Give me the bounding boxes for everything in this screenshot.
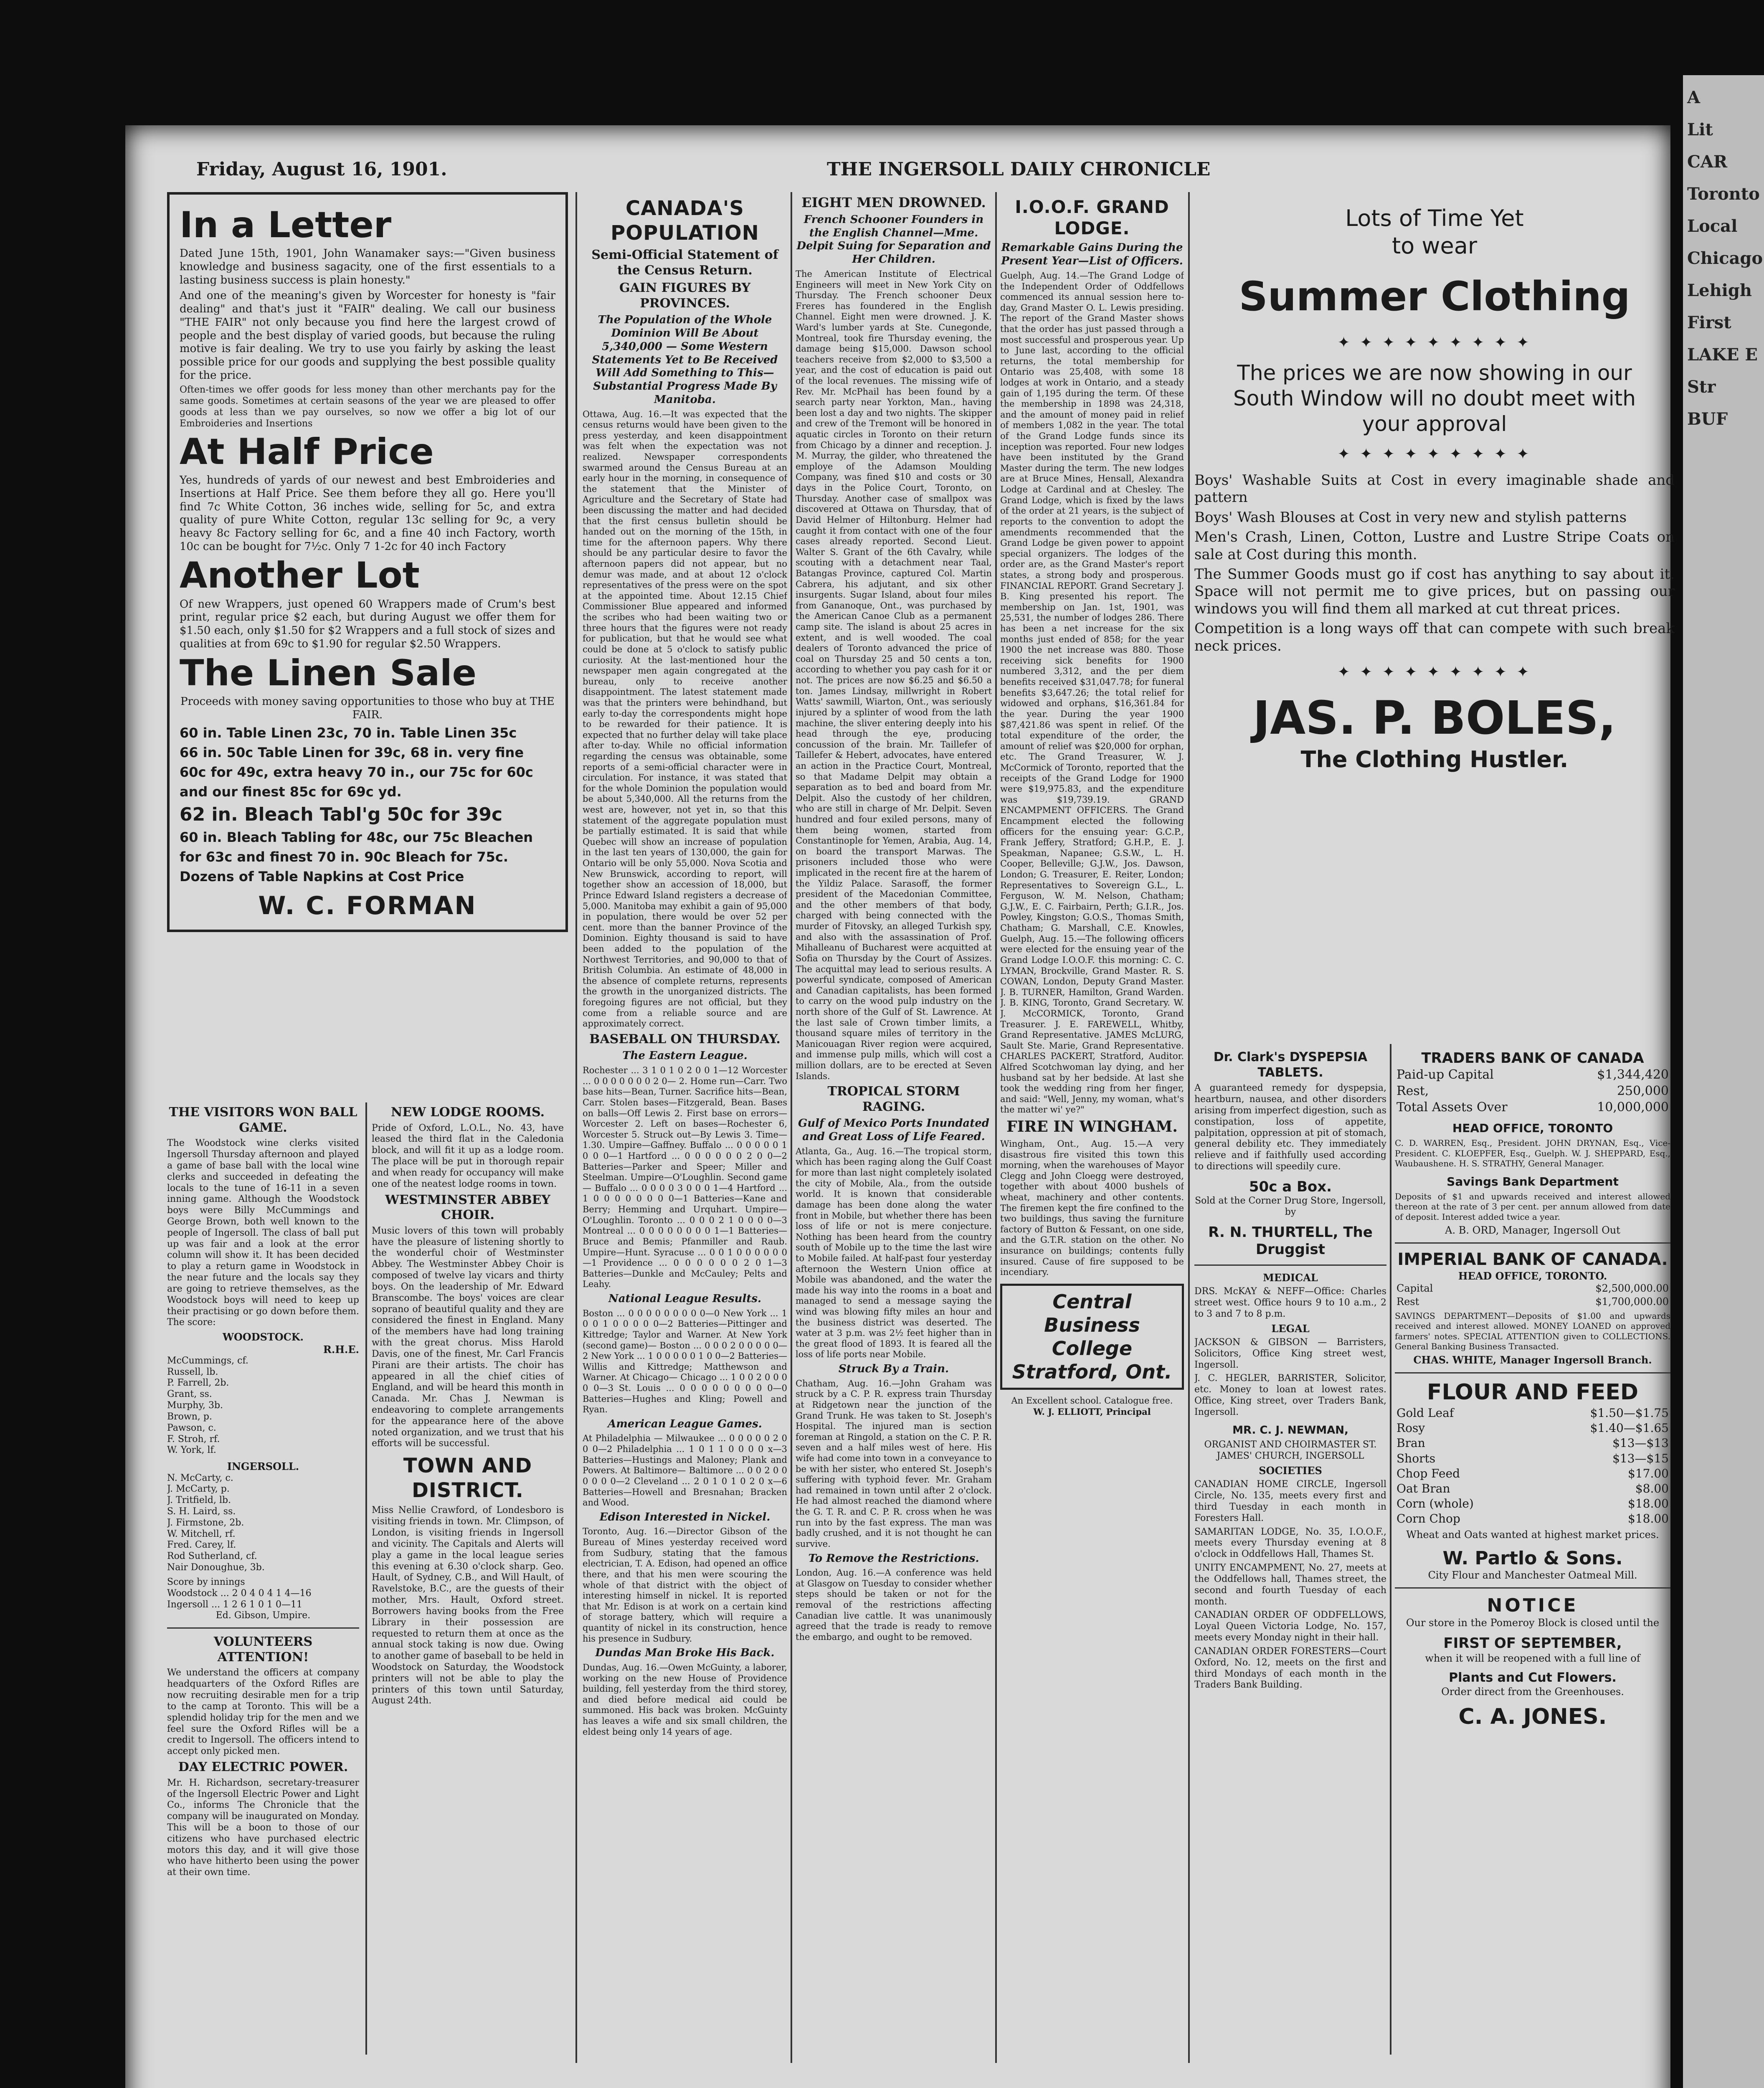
divider (1395, 1242, 1670, 1244)
forman-ad-box (167, 192, 568, 932)
linen-line: 60 in. Table Linen 23c, 70 in. Table Linen 35c (180, 725, 517, 741)
ad-paragraph: Proceeds with money saving opportunities to those who buy at THE FAIR. (180, 695, 555, 721)
capital-value: $1,700,000.00 (1595, 1295, 1669, 1308)
national-text: Boston ... 0 0 0 0 0 0 0 0 0—0 New York ... 1 0 0 1 0 0 0 0 0—2 Batteries—Pittinger and Kittredge; Taylor and Warner. At New York (second game)— Boston ... 0 0 0 2 0 0 0 0 0—2 New York ... 1 0 0 0 0 0 1 0 0—2 Batteries—Willis and Kittredge; Matthewson and Warner. At Chicago— Chicago ... 1 0 0 2 0 0 0 0 0—3 St. Louis ... 0 0 0 0 0 0 0 0 0—0 Batteries—Hughes and Kling; Powell and Ryan. (583, 1308, 787, 1415)
dundas-heading: Dundas Man Broke His Back. (595, 1647, 775, 1660)
price-value: $13—$15 (1612, 1451, 1669, 1465)
dyspepsia-text: A guaranteed remedy for dyspepsia, heartburn, nausea, and other disorders arising from imperfect digestion, such as constipation, loss of appetite, palpitation, oppression at pit of stomach, general debility etc. They immediately relieve and if faithfully used according to directions will speedily cure. (1194, 1083, 1386, 1172)
column-4 (796, 192, 992, 2059)
score-row: Rod Sutherland, cf. (167, 1551, 257, 1562)
column-rule (995, 192, 997, 2063)
price-row (1395, 1436, 1670, 1451)
price-row (1395, 1496, 1670, 1511)
edge-text: First (1687, 313, 1731, 332)
capital-row (1395, 1083, 1670, 1100)
restrictions-heading: To Remove the Restrictions. (808, 1552, 979, 1565)
traders-manager: A. B. ORD, Manager, Ingersoll Out (1445, 1224, 1620, 1236)
price-value: $8.00 (1635, 1481, 1669, 1495)
ad-paragraph: And one of the meaning's given by Worcester for honesty is "fair dealing" and that's just it "FAIR" dealing. We call our business "THE FAIR" not only because you find here the largest crowd of people and the best display of varied goods, but because the ruling motive is fair dealing. We try to use you fairly by asking the least possible price for our goods and supplying the best possible quality for the price. (180, 289, 555, 382)
capital-label: Paid-up Capital (1396, 1067, 1494, 1082)
traders-bank-heading: TRADERS BANK OF CANADA (1421, 1050, 1644, 1067)
ad-paragraph: Often-times we offer goods for less money than other merchants pay for the same goods. Sometimes at certain seasons of the year we are pleased to offer goods at less than we pay ourselves, so now we offer a big lot of our Embroideries and Insertions (180, 385, 555, 429)
divider (1395, 1372, 1670, 1373)
score-row: Pawson, c. (167, 1422, 216, 1433)
power-heading: DAY ELECTRIC POWER. (178, 1760, 348, 1775)
lodge-news-deck: Remarkable Gains During the Present Year—List of Officers. (1001, 241, 1183, 268)
price-row (1395, 1406, 1670, 1421)
price-label: Gold Leaf (1396, 1406, 1454, 1420)
society-card: CANADIAN ORDER OF ODDFELLOWS, Loyal Queen Victoria Lodge, No. 157, meets every Monday night in their hall. (1194, 1610, 1386, 1643)
notice-heading: NOTICE (1487, 1595, 1579, 1617)
score-row: Brown, p. (167, 1411, 212, 1422)
price-label: Rosy (1396, 1421, 1425, 1435)
ad-heading: In a Letter (180, 204, 392, 246)
edge-text: Local (1687, 216, 1738, 236)
town-text: Miss Nellie Crawford, of Londesboro is visiting friends in town. Mr. Climpson, of London, is visiting friends in Ingersoll and vicinity. The Capitals and Alerts will play a game in the local league series this evening at 6.30 o'clock sharp. Geo. Hault, of Sydney, C.B., and Will Hault, of Ravelstoke, B.C., are the guests of their mother, Mrs. Hault, Oxford street. Borrowers having books from the Free Library in their possession are requested to return them at once as the annual stock taking is now due. Owing to another game of baseball to be held in Woodstock on Saturday, the Woodstock printers will not be able to play the printers of this town until Saturday, August 24th. (372, 1505, 564, 1706)
fire-text: Wingham, Ont., Aug. 15.—A very disastrous fire visited this town this morning, when the warehouses of Mayor Clegg and John Cloegg were destroyed, together with about 4000 bushels of wheat, machinery and other contents. The firemen kept the fire confined to the two buildings, thus saving the furniture factory of Button & Fessant, on one side, and the G.T.R. station on the other. No insurance on buildings; contents fully insured. Cause of fire supposed to be incendiary. (1000, 1138, 1184, 1277)
issue-date: Friday, August 16, 1901. (196, 159, 447, 180)
forman-signature: W. C. FORMAN (258, 891, 477, 921)
edge-text: Str (1687, 377, 1716, 397)
boles-ad-line: to wear (1391, 232, 1478, 259)
score-row: Fred. Carey, lf. (167, 1540, 236, 1551)
linen-line: Dozens of Table Napkins at Cost Price (180, 869, 464, 885)
storm-deck: Gulf of Mexico Ports Inundated and Great Loss of Life Feared. (798, 1117, 989, 1143)
price-row (1395, 1481, 1670, 1496)
ornament-divider: ✦ ✦ ✦ ✦ ✦ ✦ ✦ ✦ ✦ (1337, 334, 1532, 351)
price-value: $1.50—$1.75 (1590, 1406, 1669, 1420)
baseball-heading: BASEBALL ON THURSDAY. (589, 1031, 781, 1047)
price-label: Oat Bran (1396, 1481, 1450, 1495)
society-card: CANADIAN ORDER FORESTERS—Court Oxford, No. 12, meets on the first and third Mondays of each month in the Traders Bank Building. (1194, 1646, 1386, 1690)
capital-label: Rest (1396, 1295, 1419, 1308)
capital-value: 250,000 (1617, 1084, 1669, 1099)
rhe-label: R.H.E. (323, 1343, 359, 1356)
capital-label: Total Assets Over (1396, 1100, 1508, 1115)
train-heading: Struck By a Train. (838, 1363, 949, 1376)
imperial-manager: CHAS. WHITE, Manager Ingersoll Branch. (1413, 1354, 1652, 1366)
society-card: UNITY ENCAMPMENT, No. 27, meets at the Oddfellows hall, Thames street, the second and fourth Tuesday of each month. (1194, 1563, 1386, 1607)
newman-heading: MR. C. J. NEWMAN, (1232, 1424, 1348, 1437)
score-row: N. McCarty, c. (167, 1472, 233, 1483)
partlo-name: W. Partlo & Sons. (1442, 1547, 1623, 1569)
lodge-heading: NEW LODGE ROOMS. (390, 1105, 545, 1120)
flour-note: Wheat and Oats wanted at highest market prices. (1406, 1529, 1659, 1541)
ad-paragraph: Dated June 15th, 1901, John Wanamaker says:—"Given business knowledge and business sagacity, one of the first essentials to a lasting business success is plain honesty." (180, 247, 555, 286)
innings-row: Woodstock ... 2 0 4 0 4 1 4—16 (167, 1588, 312, 1599)
drowned-heading: EIGHT MEN DROWNED. (801, 195, 986, 210)
dyspepsia-heading: Dr. Clark's DYSPEPSIA TABLETS. (1213, 1050, 1368, 1080)
college-principal: W. J. ELLIOTT, Principal (1033, 1406, 1151, 1417)
fire-heading: FIRE IN WINGHAM. (1006, 1118, 1178, 1136)
thurtell-druggist: R. N. THURTELL, The Druggist (1208, 1224, 1373, 1258)
capital-row (1395, 1295, 1670, 1308)
capital-label: Capital (1396, 1282, 1433, 1295)
boles-ad-pitch: The prices we are now showing in our South Window will no doubt meet with your approval (1233, 360, 1636, 436)
boles-ad-item: Boys' Washable Suits at Cost in every imaginable shade and pattern (1194, 471, 1675, 506)
divider (1194, 1264, 1386, 1266)
savings-heading: Savings Bank Department (1447, 1174, 1619, 1188)
ad-paragraph: Yes, hundreds of yards of our newest and best Embroideries and Insertions at Half Price. See them before they all go. Here you'll find 7c White Cotton, 36 inches wide, selling for 5c, and extra quality of pure White Cotton, regular 13c selling for 9c, a very heavy 8c Factory selling for 6c, and a fine 40 inch Factory, worth 10c can be bought for 7½c. Only 7 1-2c for 40 inch Factory (180, 474, 555, 553)
price-value: $17.00 (1628, 1466, 1669, 1480)
score-row: J. Firmstone, 2b. (167, 1517, 244, 1528)
innings-title: Score by innings (167, 1576, 245, 1587)
divider (1395, 1587, 1670, 1589)
jackson-card: JACKSON & GIBSON — Barristers, Solicitors, Office King street west, Ingersoll. (1194, 1337, 1386, 1370)
edge-text: Lehigh (1687, 281, 1752, 300)
hegler-card: J. C. HEGLER, BARRISTER, Solicitor, etc. Money to loan at lowest rates. Office, King street, over Traders Bank, Ingersoll. (1194, 1373, 1386, 1417)
imperial-bank-heading: IMPERIAL BANK OF CANADA. (1397, 1250, 1668, 1270)
score-row: McCummings, cf. (167, 1355, 248, 1366)
score-row: J. McCarty, p. (167, 1484, 230, 1495)
linen-line: for 63c and finest 70 in. 90c Bleach for 75c. (180, 849, 508, 865)
divider (167, 1627, 359, 1629)
train-text: Chatham, Aug. 16.—John Graham was struck by a C. P. R. express train Thursday at Ridgetown near the junction of the Grand Trunk. He was taken to St. Joseph's Hospital. The injured man is section foreman at Ringold, a station on the C. P. R. seven and a half miles west of here. His wife had come into town in a conveyance to be with her sister, who entered St. Joseph's suffering with typhoid fever. Mr. Graham had remained in town until after 2 o'clock. He had almost reached the diamond where the G. T. R. and C. P. R. cross when he was run into by the fast express. The man was badly crushed, and it is not thought he can survive. (796, 1378, 992, 1549)
price-row (1395, 1451, 1670, 1466)
ingersoll-label: INGERSOLL. (227, 1460, 299, 1473)
storm-text: Atlanta, Ga., Aug. 16.—The tropical storm, which has been raging along the Gulf Coast for more than last night completely isolated the city of Mobile, Ala., from the outside world. It is known that considerable damage has been done along the water front in Mobile, but whether there has been loss of life or not is mere conjecture. Nothing has been heard from the country south of Mobile up to the time the last wire to Mobile failed. At half-past four yesterday afternoon the Western Union office at Mobile was abandoned, and the water the made his way into the rooms in a boat and managed to send a message saying the wind was blowing fifty miles an hour and the business district was deserted. The water at 3 p.m. was 2½ feet higher than in the great flood of 1893. It is feared all the loss of life ports near Mobile. (796, 1146, 992, 1360)
linen-line: and our finest 85c for 69c yd. (180, 784, 402, 800)
capital-row (1395, 1100, 1670, 1116)
boles-ad (1194, 192, 1675, 1044)
edge-text: Chicago (1687, 248, 1763, 268)
legal-label: LEGAL (1271, 1322, 1310, 1335)
population-deck: The Population of the Whole Dominion Will Be About 5,340,000 — Some Western Statements Yet to Be Received Will Add Something to This—Substantial Progress Made By Manitoba. (592, 314, 778, 406)
forman-ad (167, 192, 568, 1094)
notice-text: when it will be reopened with a full line of (1425, 1652, 1640, 1664)
score-row: Nair Donoughue, 3b. (167, 1562, 265, 1573)
ball-game-text: The Woodstock wine clerks visited Ingersoll Thursday afternoon and played a game of base ball with the local wine clerks and succeeded in defeating the locals to the tune of 16-11 in a seven inning game. Although the Woodstock boys were Billy McCummings and George Brown, both well known to the people of Ingersoll. The class of ball put up was fair and a look at the error column will show it. It has been decided to play a return game in Woodstock in the near future and the locals say they are going to retrieve themselves, as the Woodstock boys will need to keep up their practising or go down before them. The score: (167, 1138, 359, 1328)
flour-price-table (1395, 1406, 1670, 1526)
column-1-lower (167, 1102, 359, 2055)
lodge-news-heading: I.O.O.F. GRAND LODGE. (1015, 197, 1169, 239)
notice-text: Our store in the Pomeroy Block is closed until the (1406, 1617, 1660, 1629)
column-rule (791, 192, 792, 2063)
column-rule (575, 192, 577, 2063)
flour-feed-heading: FLOUR AND FEED (1427, 1379, 1639, 1405)
ad-heading: Another Lot (180, 555, 420, 597)
column-5 (1000, 192, 1184, 2059)
score-row: W. York, lf. (167, 1445, 216, 1456)
american-league-heading: American League Games. (608, 1417, 762, 1430)
traders-office: HEAD OFFICE, TORONTO (1452, 1121, 1613, 1135)
medical-label: MEDICAL (1263, 1271, 1318, 1284)
score-row: S. H. Laird, ss. (167, 1506, 236, 1517)
volunteers-text: We understand the officers at company headquarters of the Oxford Rifles are now recruiting desirable men for a trip to the camp at Toronto. This will be a splendid holiday trip for the men and we feel sure the Oxford Rifles will be a credit to Ingersoll. The officers intend to accept only picked men. (167, 1667, 359, 1757)
news-text: The American Institute of Electrical Engineers will meet in New York City on Thursday. The French schooner Deux Freres has foundered in the English Channel. Eight men were drowned. J. K. Ward's lumber yards at Ste. Cunegonde, Montreal, took fire Thursday evening, the damage being $15,000. Dawson school teachers receive from $2,000 to $3,500 a year, and the cost of education is paid out of the local revenues. The missing wife of Rev. Mr. McPhail has been found by a search party near Yorkton, Man., having been lost a day and two nights. The skipper and crew of the Tremont will be honored in aquatic circles in Toronto on their return from Chicago by a dinner and reception. J. M. Murray, the gilder, who threatened the employe of the Adamson Moulding Company, was fined $10 and costs or 30 days in the Police Court, Toronto, on Thursday. Another case of smallpox was discovered at Ottawa on Thursday, that of David Helmer of Hiltonburg. Helmer had caught it from contact with one of the four cases already reported. Second Lieut. Walter S. Grant of the 6th Cavalry, while scouting with a detachment near Taal, Batangas Province, captured Col. Martin Cabrera, his adjutant, and six other insurgents. Sugar Island, about four miles from Gananoque, Ont., was purchased by the American Canoe Club as a permanent camp site. The island is about 25 acres in extent, and is well wooded. The coal dealers of Toronto advanced the price of coal on Thursday 25 and 50 cents a ton, according to whether you pay cash for it or not. The prices are now $6.25 and $6.50 a ton. James Lindsay, millwright in Robert Watts' sawmill, Wiarton, Ont., was seriously injured by a splinter of wood from the lath machine, the sliver entering deeply into his head through the eye, producing concussion of the brain. Mr. Taillefer of Taillefer & Hebert, advocates, have entered an action in the Practice Court, Montreal, so that Madame Delpit may obtain a separation as to bed and board from Mr. Delpit. Also the custody of her children, who are still in charge of Mr. Delpit. Seven hundred and four exiled persons, many of them being women, started from Constantinople for Yemen, Arabia, Aug. 14, on board the transport Marwas. The prisoners included those who were implicated in the recent fire at the harem of the Yildiz Palace. Sarasoff, the former president of the Macedonian Committee, and the other members of that body, charged with being connected with the murder of Fitovsky, an alleged Turkish spy, and also with the assassination of Prof. Mihalleanu of Bucharest were acquitted at Sofia on Thursday by the Court of Assizes. The acquittal may lead to serious results. A powerful syndicate, composed of American and Canadian capitalists, has been formed to carry on the wood pulp industry on the north shore of the Gulf of St. Lawrence. At the last sale of Crown timber limits, a thousand square miles of territory in the Manicouagan River region were acquired, and immense pulp mills, which will cost a million dollars, are to be erected at Seven Islands. (796, 269, 992, 1081)
society-card: SAMARITAN LODGE, No. 35, I.O.O.F., meets every Thursday evening at 8 o'clock in Oddfellows Hall, Thames St. (1194, 1526, 1386, 1560)
price-row (1395, 1466, 1670, 1481)
boles-ad-title: Summer Clothing (1239, 273, 1630, 320)
power-text: Mr. H. Richardson, secretary-treasurer of the Ingersoll Electric Power and Light Co., informs The Chronicle that the company will be inaugurated on Monday. This will be a boon to those of our citizens who have purchased electric motors this day, and it will give those who have hitherto been using the power at their own time. (167, 1777, 359, 1878)
price-value: $18.00 (1628, 1512, 1669, 1526)
capital-value: 10,000,000 (1597, 1100, 1669, 1115)
ornament-divider: ✦ ✦ ✦ ✦ ✦ ✦ ✦ ✦ ✦ (1337, 445, 1532, 463)
capital-label: Rest, (1396, 1084, 1429, 1099)
boles-ad-line: Lots of Time Yet (1345, 205, 1524, 231)
edge-text: Lit (1687, 120, 1713, 139)
price-label: Chop Feed (1396, 1466, 1460, 1480)
innings-row: Ingersoll ... 1 2 6 1 0 1 0—11 (167, 1599, 302, 1610)
edison-heading: Edison Interested in Nickel. (599, 1510, 770, 1523)
woodstock-label: WOODSTOCK. (223, 1331, 304, 1343)
price-label: Shorts (1396, 1451, 1436, 1465)
capital-row (1395, 1067, 1670, 1083)
score-row: W. Mitchell, rf. (167, 1528, 236, 1539)
dyspepsia-price: 50c a Box. (1249, 1178, 1332, 1195)
column-3 (583, 192, 787, 2059)
ad-heading: The Linen Sale (180, 652, 476, 694)
edge-text: A (1687, 88, 1701, 107)
score-row: Murphy, 3b. (167, 1400, 223, 1411)
adjacent-page-edge (1683, 75, 1764, 2088)
umpire: Ed. Gibson, Umpire. (215, 1610, 311, 1621)
mckay-card: DRS. McKAY & NEFF—Office: Charles street west. Office hours 9 to 10 a.m., 2 to 3 and 7 to 8 p.m. (1194, 1286, 1386, 1319)
price-label: Bran (1396, 1436, 1425, 1450)
linen-line: 60c for 49c, extra heavy 70 in., our 75c for 60c (180, 764, 533, 780)
boles-ad-item: Boys' Wash Blouses at Cost in very new and stylish patterns (1194, 509, 1627, 526)
column-6-lower (1194, 1044, 1386, 2055)
population-sub: Semi-Official Statement of the Census Return. (591, 248, 778, 278)
newman-text: ORGANIST AND CHOIRMASTER ST. JAMES' CHURCH, INGERSOLL (1204, 1439, 1377, 1462)
lodge-text: Pride of Oxford, L.O.L., No. 43, have leased the third flat in the Caledonia block, and will fit it up as a lodge room. The place will be put in thorough repair and when ready for occupancy will make one of the neatest lodge rooms in town. (372, 1123, 564, 1189)
college-text: An Excellent school. Catalogue free. (1011, 1396, 1173, 1406)
score-row: F. Stroh, rf. (167, 1434, 220, 1444)
jones-signature: C. A. JONES. (1458, 1704, 1607, 1730)
lodge-news-text: Guelph, Aug. 14.—The Grand Lodge of the Independent Order of Oddfellows commenced its annual session here to-day, Grand Master O. L. Lewis presiding. The report of the Grand Master shows that the order has just passed through a most successful and prosperous year. Up to June last, according to the official returns, the total membership for Ontario was 25,408, with some 18 lodges at work in Ontario, and a steady gain of 1,195 during the term. Of these the membership in 1898 was 24,318, and the amount of money paid in relief of members 1,082 in the year. The total of the Grand Lodge funds since its inception was reported. Four new lodges have been instituted by the Grand Master during the term. The new lodges are at Bruce Mines, Hensall, Alexandra Lodge at Cardinal and at Chesley. The Grand Lodge, which is fixed by the laws of the order at 21 years, is the subject of reports to the convention to adopt the amendments recommended that the Grand Lodge be given power to appoint special organizers. The lodges of the order are, as the Grand Master's report states, a strong body and prosperous. FINANCIAL REPORT. Grand Secretary J. B. King presented his report. The membership on Jan. 1st, 1901, was 25,531, the number of lodges 286. There has been a net increase for the six months just ended of 858; for the year 1900 the net increase was 880. Those receiving sick benefits for 1900 numbered 3,312, and the per diem benefits received $31,047.78; for funeral benefits $3,647.26; the total relief for widowed and orphans, $16,361.84 for the year. During the year 1900 $87,421.86 was spent in relief. Of the total expenditure of the order, the amount of relief was $20,000 for orphan, etc. The Grand Treasurer, W. J. McCormick of Toronto, reported that the receipts of the Grand Lodge for 1900 were $19,975.83, and the expenditure was $19,739.19. GRAND ENCAMPMENT OFFICERS. The Grand Encampment elected the following officers for the ensuing year: G.C.P., Frank Jeffery, Stratford; G.H.P., E. J. Speakman, Napanee; G.S.W., L. H. Cooper, Belleville; G.J.W., Jos. Dawson, London; G. Treasurer, E. Reiter, London; Representatives to Sovereign G.L., L. Ferguson, W. M. Nelson, Chatham; G.J.W., E. C. Fairbairn, Perth; G.I.R., Jos. Powley, Kingston; G.O.S., Thomas Smith, Chatham; G. Marshall, C.E. Knowles, Guelph, Aug. 15.—The following officers were elected for the ensuing year of the Grand Lodge I.O.O.F. this morning: C. C. LYMAN, Brockville, Grand Master. R. S. COWAN, London, Deputy Grand Master. J. B. TURNER, Hamilton, Grand Warden. J. B. KING, Toronto, Grand Secretary. W. J. McCORMICK, Toronto, Grand Treasurer. J. E. FAREWELL, Whitby, Grand Representative. JAMES McLURG, Sault Ste. Marie, Grand Representative. CHARLES PACKERT, Stratford, Auditor. Alfred Scotchwoman lay dying, and her husband sat by her bedside. At last she took the wedding ring from her finger, and said: "Well, Jenny, my woman, what's the matter wi' ye?" (1000, 270, 1184, 1115)
linen-line: 66 in. 50c Table Linen for 39c, 68 in. very fine (180, 745, 524, 761)
notice-items: Plants and Cut Flowers. (1449, 1670, 1617, 1685)
linen-line: 60 in. Bleach Tabling for 48c, our 75c Bleachen (180, 829, 533, 846)
baseball-text: Rochester ... 3 1 0 1 0 2 0 0 1—12 Worcester ... 0 0 0 0 0 0 0 2 0— 2. Home run—Carr. Two base hits—Bean, Turner. Sacrifice hits—Bean, Carr. Stolen bases—Fitzgerald, Bean. Bases on balls—Off Lewis 2. First base on errors—Worcester 2. Left on bases—Rochester 6, Worcester 5. Struck out—By Lewis 3. Time—1.30. Umpire—Gaffney. Buffalo ... 0 0 0 0 0 1 0 0 0—1 Hartford ... 0 0 0 0 0 0 2 0 0—2 Batteries—Parker and Speer; Miller and Steelman. Umpire—O'Loughlin. Second game — Buffalo ... 0 0 0 0 3 0 0 0 1—4 Hartford ... 1 0 0 0 0 0 0 0 0—1 Batteries—Kane and Berry; Hemming and Urquhart. Umpire—O'Loughlin. Toronto ... 0 0 0 2 1 0 0 0 0—3 Montreal ... 0 0 0 0 0 0 0 0 1—1 Batteries—Bruce and Bemis; Pfanmiller and Raub. Umpire—Hunt. Syracuse ... 0 0 1 0 0 0 0 0 0—1 Providence ... 0 0 0 0 0 0 2 0 1—3 Batteries—Dunkle and McCauley; Pelts and Leahy. (583, 1065, 787, 1290)
edge-text: CAR (1687, 152, 1728, 172)
ball-game-heading: THE VISITORS WON BALL GAME. (169, 1105, 357, 1135)
restrictions-text: London, Aug. 16.—A conference was held at Glasgow on Tuesday to consider whether steps should be taken or not for the removal of the restrictions affecting Canadian live cattle. It was unanimously agreed that the trade is ready to remove the embargo, and ought to be removed. (796, 1568, 992, 1642)
price-value: $1.40—$1.65 (1590, 1421, 1669, 1435)
national-league-heading: National League Results. (608, 1292, 762, 1305)
notice-date: FIRST OF SEPTEMBER, (1443, 1635, 1622, 1652)
notice-order: Order direct from the Greenhouses. (1441, 1685, 1624, 1698)
ad-heading: At Half Price (180, 431, 434, 473)
american-text: At Philadelphia — Milwaukee ... 0 0 0 0 0 2 0 0 0—2 Philadelphia ... 1 0 1 1 0 0 0 0 x—3 Batteries—Hustings and Maloney; Plank and Powers. At Baltimore— Baltimore ... 0 0 2 0 0 0 0 0 0—2 Cleveland ... 2 0 1 0 1 0 2 0 x—6 Batteries—Howell and Bresnahan; Bracken and Wood. (583, 1433, 787, 1508)
boles-subtitle: The Clothing Hustler. (1300, 746, 1569, 773)
price-value: $13—$13 (1612, 1436, 1669, 1450)
capital-value: $2,500,000.00 (1595, 1282, 1669, 1295)
column-2-lower (372, 1102, 564, 2055)
price-row (1395, 1421, 1670, 1436)
price-label: Corn Chop (1396, 1512, 1460, 1526)
edge-text: Toronto (1687, 184, 1760, 204)
boles-ad-item: The Summer Goods must go if cost has anything to say about it. Space will not permit me to give prices, but on passing our windows you will find them all marked at cut threat prices. (1194, 566, 1675, 617)
volunteers-heading: VOLUNTEERS ATTENTION! (213, 1634, 313, 1665)
price-label: Corn (whole) (1396, 1496, 1474, 1510)
score-row: Grant, ss. (167, 1389, 212, 1400)
town-heading: TOWN AND DISTRICT. (403, 1454, 532, 1502)
savings-text: Deposits of $1 and upwards received and interest allowed thereon at the rate of 3 per cent. per annum allowed from date of deposit. Interest added twice a year. (1395, 1191, 1670, 1222)
score-row: Russell, lb. (167, 1366, 218, 1377)
society-card: CANADIAN HOME CIRCLE, Ingersoll Circle, No. 135, meets every first and third Tuesday in each month in Foresters Hall. (1194, 1479, 1386, 1523)
column-7-lower (1395, 1044, 1670, 2055)
price-value: $18.00 (1628, 1496, 1669, 1510)
dundas-text: Dundas, Aug. 16.—Owen McGuinty, a laborer, working on the new House of Providence building, fell yesterday from the third storey, and died before medical aid could be summoned. His back was broken. McGuinty has leaves a wife and six small children, the eldest being only 14 years of age. (583, 1662, 787, 1737)
societies-label: SOCIETIES (1259, 1465, 1322, 1477)
choir-heading: WESTMINSTER ABBEY CHOIR. (385, 1192, 550, 1223)
population-heading: CANADA'S POPULATION (611, 197, 759, 245)
business-college-logo: Central Business College Stratford, Ont. (1000, 1284, 1184, 1390)
ad-paragraph: Of new Wrappers, just opened 60 Wrappers made of Crum's best print, regular price $2 each, but during August we offer them for $1.50 each, only $1.50 for $2 Wrappers and a full stock of sizes and qualities at from 69c to $1.90 for regular $2.50 Wrappers. (180, 598, 555, 650)
column-rule (1188, 192, 1190, 2063)
imperial-capital-table (1395, 1282, 1670, 1308)
storm-heading: TROPICAL STORM RAGING. (827, 1084, 960, 1114)
partlo-sub: City Flour and Manchester Oatmeal Mill. (1428, 1569, 1637, 1581)
dyspepsia-sold: Sold at the Corner Drug Store, Ingersoll, by (1195, 1196, 1386, 1218)
capital-value: $1,344,420 (1597, 1067, 1669, 1082)
imperial-office: HEAD OFFICE, TORONTO. (1458, 1270, 1607, 1282)
traders-directors: C. D. WARREN, Esq., President. JOHN DRYNAN, Esq., Vice-President. C. KLOEPFER, Esq., Guelph. W. J. SHEPPARD, Esq., Waubaushene. H. S. STRATHY, General Manager. (1395, 1138, 1670, 1169)
edison-text: Toronto, Aug. 16.—Director Gibson of the Bureau of Mines yesterday received word from Sudbury, stating that the famous electrician, T. A. Edison, had opened an office there, and that his men were scouring the whole of that district with the object of interesting himself in nickel. It is reported that Mr. Edison is at work on a certain kind of storage battery, which will require a quantity of nickel in its construction, hence his presence in Sudbury. (583, 1526, 787, 1644)
price-row (1395, 1511, 1670, 1526)
linen-line: 62 in. Bleach Tabl'g 50c for 39c (180, 804, 503, 826)
ornament-divider: ✦ ✦ ✦ ✦ ✦ ✦ ✦ ✦ ✦ (1337, 664, 1532, 681)
edge-text: BUF (1687, 409, 1728, 429)
capital-row (1395, 1282, 1670, 1295)
column-rule (1390, 1044, 1391, 2055)
boles-ad-item: Competition is a long ways off that can compete with such break neck prices. (1194, 620, 1675, 654)
column-rule (365, 1102, 367, 2055)
choir-text: Music lovers of this town will probably have the pleasure of listening shortly to the wonderful choir of Westminster Abbey. The Westminster Abbey Choir is composed of twelve lay vicars and thirty boys. On the leadership of Mr. Edward Branscombe. The boys' voices are clear soprano of beautiful quality and they are considered the finest in England. Many of the members have had long training with the great chorus. Miss Harold Davis, one of the finest, Mr. Carl Francis Pirani are their artists. The choir has appeared in all the chief cities of England, and will be heard this month in Canada. Mr. Chas J. Newman is endeavoring to complete arrangements for the appearance here of the above noted organization, and we trust that his efforts will be successful. (372, 1225, 564, 1449)
score-row: J. Tritfield, lb. (167, 1495, 231, 1506)
masthead-title: THE INGERSOLL DAILY CHRONICLE (827, 159, 1211, 180)
boles-name: JAS. P. BOLES, (1253, 691, 1616, 745)
score-row: P. Farrell, 2b. (167, 1378, 229, 1389)
drowned-deck: French Schooner Founders in the English Channel—Mme. Delpit Suing for Separation and Her Children. (796, 213, 991, 266)
population-text: Ottawa, Aug. 16.—It was expected that the census returns would have been given to the press yesterday, and keen disappointment was felt when the expectation was not realized. Newspaper correspondents swarmed around the Census Bureau at an early hour in the morning, in consequence of the statement that the Minister of Agriculture and the Secretary of State had been discussing the matter and had decided that the first census bulletin should be handed out on the morning of the 15th, in time for the afternoon papers. Why there should be any particular desire to favor the afternoon papers did not appear, but no demur was made, and at about 12 o'clock representatives of the press were on the spot at the appointed time. About 12.15 Chief Commissioner Blue appeared and informed the scribes who had been waiting two or three hours that the figures were not ready for publication, but that he would see what could be done at 5 o'clock to satisfy public curiosity. At the last-mentioned hour the newspaper men again congregated at the bureau, only to receive another disappointment. The latest statement made was that the printers were behindhand, but early to-day the correspondents might hope to be rewarded for their patience. It is expected that no further delay will take place after to-day. While no official information regarding the census was obtainable, some reports of a semi-official character were in circulation. For instance, it was stated that for the whole Dominion the population would be about 5,340,000. All the returns from the west are, however, not yet in, so that this statement of the aggregate population must be partially estimated. It is said that while Quebec will show an increase of population in the last ten years of 130,000, the gain for Ontario will be only 55,000. Nova Scotia and New Brunswick, according to report, will together show an accession of 18,000, but Prince Edward Island registers a decrease of 5,000. Manitoba may exhibit a gain of 95,000 in population, there would be over 52 per cent. more than the banner Province of the Dominion. Eighty thousand is said to have been added to the population of the Northwest Territories, and 90,000 to that of British Columbia. An estimate of 48,000 in the absence of complete returns, represents the growth in the unorganized districts. The foregoing figures are not official, but they come from a reliable source and are approximately correct. (583, 409, 787, 1029)
population-sub: GAIN FIGURES BY PROVINCES. (619, 281, 751, 311)
edge-text: LAKE E (1687, 345, 1758, 365)
boles-ad-item: Men's Crash, Linen, Cotton, Lustre and Lustre Stripe Coats on sale at Cost during this month. (1194, 529, 1675, 563)
traders-capital-table (1395, 1067, 1670, 1115)
eastern-league-heading: The Eastern League. (622, 1049, 748, 1062)
imperial-text: SAVINGS DEPARTMENT—Deposits of $1.00 and upwards received and interest allowed. MONEY LOANED on approved farmers' notes. SPECIAL ATTENTION given to COLLECTIONS. General Banking Business Transacted. (1395, 1310, 1670, 1351)
